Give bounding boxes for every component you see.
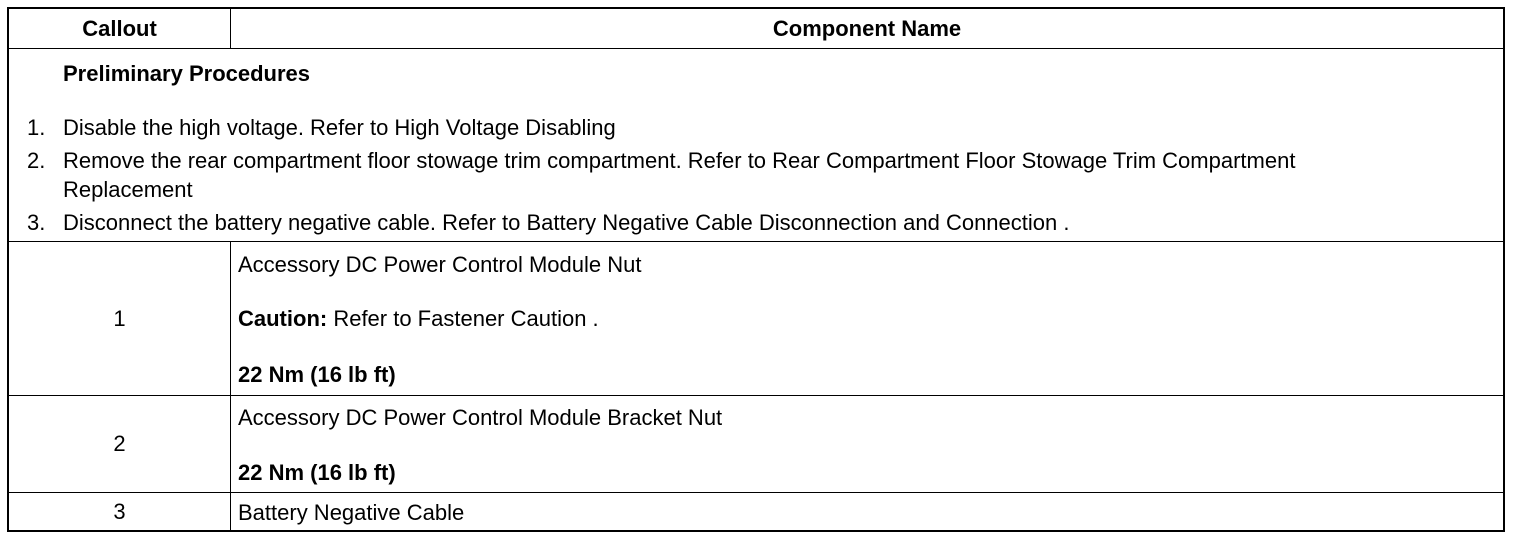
component-name: Accessory DC Power Control Module Nut: [238, 252, 642, 277]
component-cell: [231, 493, 1503, 530]
step-text: Remove the rear compartment floor stowage trim compartment. Refer to Rear Compartment Floor Stowage Trim Compartment: [63, 148, 1296, 173]
step-number: 1.: [27, 115, 46, 140]
table-row: [9, 242, 1503, 396]
step-text: Disable the high voltage. Refer to High Voltage Disabling: [63, 115, 616, 140]
component-cell: [231, 396, 1503, 492]
procedure-step: [27, 113, 616, 142]
step-number: 2.: [27, 148, 46, 173]
step-text: Disconnect the battery negative cable. Refer to Battery Negative Cable Disconnection and Connection .: [63, 210, 1070, 235]
callout-number: 3: [9, 493, 231, 530]
preliminary-procedures-row: [9, 49, 1503, 242]
procedure-step: [27, 146, 1295, 204]
callout-number: 1: [9, 242, 231, 395]
table-header-row: [9, 9, 1503, 49]
step-number: 3.: [27, 210, 46, 235]
table-row: [9, 396, 1503, 493]
caution-label: Caution:: [238, 306, 328, 331]
caution-text: Refer to Fastener Caution .: [327, 306, 599, 331]
caution-note: [238, 306, 599, 332]
component-name: Accessory DC Power Control Module Bracket Nut: [238, 405, 723, 430]
component-cell: [231, 242, 1503, 395]
component-name: Battery Negative Cable: [238, 500, 465, 525]
table-row: [9, 493, 1503, 530]
procedure-step: [27, 208, 1069, 237]
callout-column-header: Callout: [9, 9, 231, 48]
torque-spec: 22 Nm (16 lb ft): [238, 460, 396, 485]
step-text-continuation: Replacement: [63, 177, 193, 202]
torque-spec: 22 Nm (16 lb ft): [238, 362, 396, 387]
callout-number: 2: [9, 396, 231, 492]
callout-table: [7, 7, 1505, 532]
component-name-column-header: Component Name: [772, 15, 962, 41]
preliminary-procedures-title: Preliminary Procedures: [63, 61, 311, 86]
